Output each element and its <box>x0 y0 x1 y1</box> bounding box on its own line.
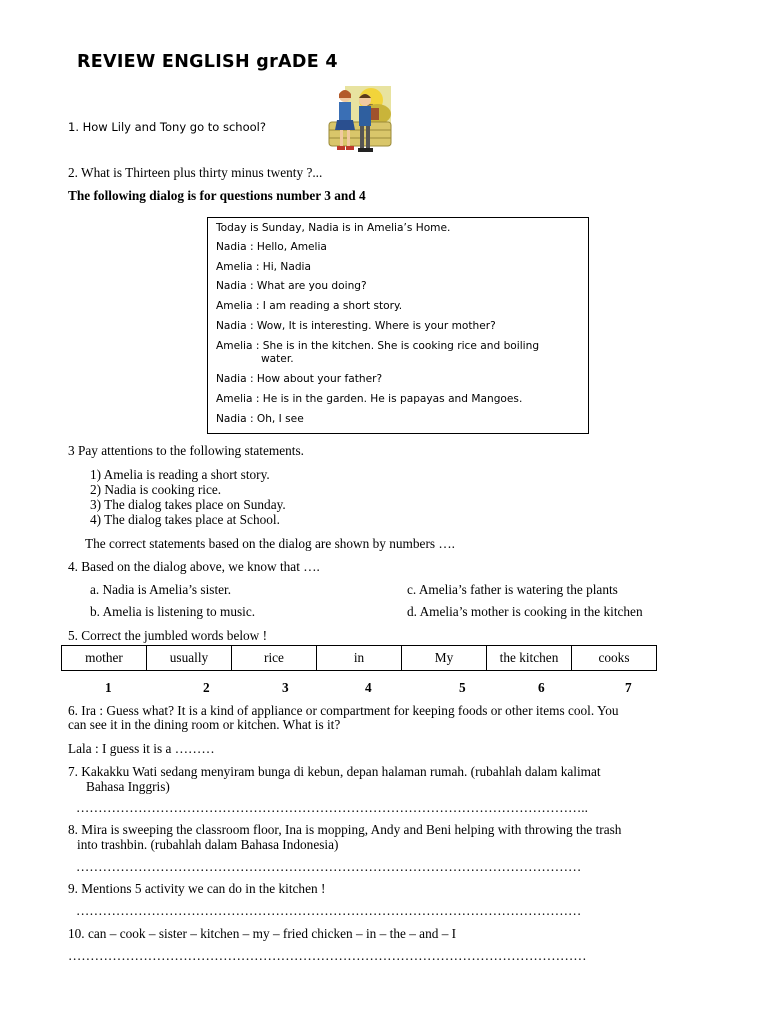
dialog-line: Nadia : Wow, It is interesting. Where is your mother? <box>216 320 496 332</box>
option-b: b. Amelia is listening to music. <box>90 604 256 619</box>
question-6-answer: Lala : I guess it is a ……… <box>68 741 215 756</box>
statement: 2) Nadia is cooking rice. <box>90 482 222 497</box>
word-number: 7 <box>625 680 632 695</box>
statement: 1) Amelia is reading a short story. <box>90 467 270 482</box>
dialog-intro: The following dialog is for questions number 3 and 4 <box>68 188 366 203</box>
question-3-prompt: 3 Pay attentions to the following statements. <box>68 443 304 458</box>
question-5-prompt: 5. Correct the jumbled words below ! <box>68 628 268 643</box>
question-2: 2. What is Thirteen plus thirty minus twenty ?... <box>68 165 323 180</box>
jumbled-words-table <box>61 645 657 671</box>
dialog-line: Nadia : What are you doing? <box>216 280 367 292</box>
question-1: 1. How Lily and Tony go to school? <box>68 120 266 134</box>
question-8-line-1: 8. Mira is sweeping the classroom floor, Ina is mopping, Andy and Beni helping with throwing the trash <box>68 822 622 837</box>
dialog-line: Amelia : She is in the kitchen. She is cooking rice and boiling <box>216 340 540 352</box>
question-10: 10. can – cook – sister – kitchen – my – fried chicken – in – the – and – I <box>68 926 457 941</box>
option-a: a. Nadia is Amelia’s sister. <box>90 582 232 597</box>
question-4-prompt: 4. Based on the dialog above, we know that …. <box>68 559 320 574</box>
word-cell: mother <box>62 646 147 671</box>
option-d: d. Amelia’s mother is cooking in the kitchen <box>407 604 643 619</box>
word-cell: rice <box>232 646 317 671</box>
dialog-line: Amelia : I am reading a short story. <box>216 300 403 312</box>
word-number: 6 <box>538 680 545 695</box>
table-row <box>62 646 657 671</box>
question-7-line-1: 7. Kakakku Wati sedang menyiram bunga di kebun, depan halaman rumah. (rubahlah dalam kalimat <box>68 764 601 779</box>
question-6-line-1: 6. Ira : Guess what? It is a kind of appliance or compartment for keeping foods or other items cool. You <box>68 703 619 718</box>
word-number: 2 <box>203 680 210 695</box>
word-number: 1 <box>105 680 112 695</box>
word-number: 4 <box>365 680 372 695</box>
question-6-line-2: can see it in the dining room or kitchen. What is it? <box>68 717 341 732</box>
word-number: 3 <box>282 680 289 695</box>
dialog-setting: Today is Sunday, Nadia is in Amelia’s Home. <box>216 222 451 234</box>
dialog-line: Nadia : Oh, I see <box>216 413 304 425</box>
dialog-box <box>207 217 589 434</box>
dialog-line: Amelia : Hi, Nadia <box>216 261 311 273</box>
question-7-line-2: Bahasa Inggris) <box>86 779 170 794</box>
answer-blank: ……………………………………………………………………………………………………… <box>68 948 587 963</box>
option-c: c. Amelia’s father is watering the plants <box>407 582 618 597</box>
question-3-question: The correct statements based on the dialog are shown by numbers …. <box>85 536 455 551</box>
children-walking-to-school-icon <box>327 84 393 158</box>
statement: 4) The dialog takes place at School. <box>90 512 280 527</box>
dialog-line: Nadia : Hello, Amelia <box>216 241 327 253</box>
word-cell: cooks <box>572 646 657 671</box>
question-9: 9. Mentions 5 activity we can do in the kitchen ! <box>68 881 326 896</box>
answer-blank: …………………………………………………………………………………………………….. <box>76 800 588 815</box>
dialog-line: Nadia : How about your father? <box>216 373 383 385</box>
answer-blank: …………………………………………………………………………………………………… <box>76 903 582 918</box>
answer-blank: …………………………………………………………………………………………………… <box>76 859 582 874</box>
statement: 3) The dialog takes place on Sunday. <box>90 497 286 512</box>
word-cell: in <box>317 646 402 671</box>
word-cell: usually <box>147 646 232 671</box>
page-title: REVIEW ENGLISH grADE 4 <box>77 52 338 72</box>
dialog-line: Amelia : He is in the garden. He is papayas and Mangoes. <box>216 393 523 405</box>
word-number: 5 <box>459 680 466 695</box>
question-8-line-2: into trashbin. (rubahlah dalam Bahasa Indonesia) <box>77 837 339 852</box>
dialog-line-continued: water. <box>261 353 294 365</box>
word-cell: My <box>402 646 487 671</box>
word-cell: the kitchen <box>487 646 572 671</box>
